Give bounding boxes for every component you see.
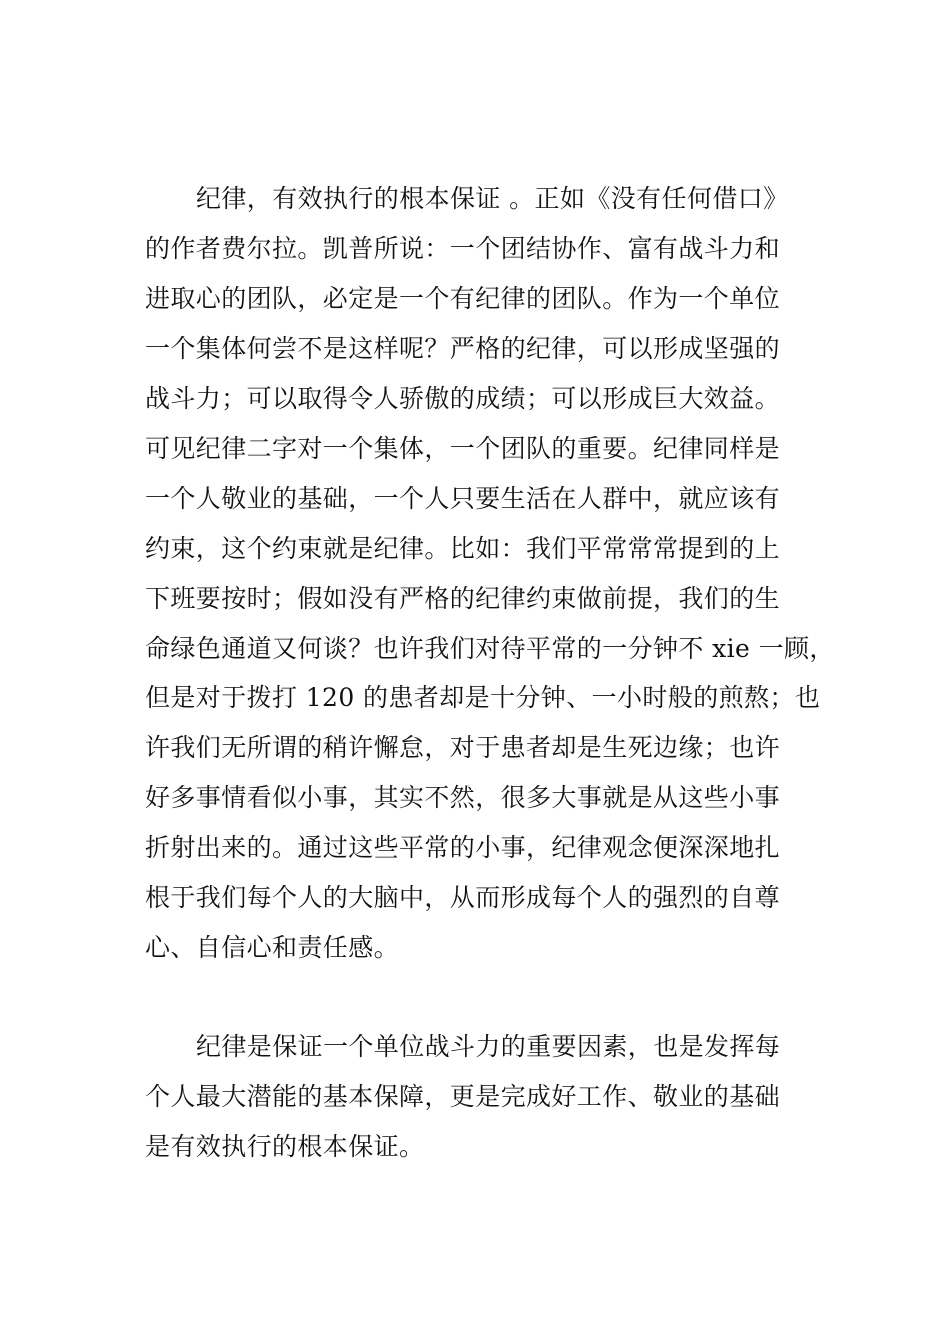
paragraph-line: 下班要按时；假如没有严格的纪律约束做前提，我们的生 bbox=[145, 584, 781, 613]
paragraph-line: 好多事情看似小事，其实不然，很多大事就是从这些小事 bbox=[145, 783, 781, 812]
paragraph-line: 一个人敬业的基础，一个人只要生活在人群中，就应该有 bbox=[145, 484, 781, 513]
paragraph-line: 命绿色通道又何谈？也许我们对待平常的一分钟不 xie 一顾， bbox=[145, 634, 835, 663]
paragraph-line: 一个集体何尝不是这样呢？严格的纪律，可以形成坚强的 bbox=[145, 334, 781, 363]
paragraph-line: 约束，这个约束就是纪律。比如：我们平常常常提到的上 bbox=[145, 534, 781, 563]
paragraph-line: 根于我们每个人的大脑中，从而形成每个人的强烈的自尊 bbox=[145, 883, 781, 912]
paragraph-line: 个人最大潜能的基本保障，更是完成好工作、敬业的基础 bbox=[145, 1082, 781, 1111]
paragraph-line: 战斗力；可以取得令人骄傲的成绩；可以形成巨大效益。 bbox=[145, 384, 781, 413]
paragraph-line: 的作者费尔拉。凯普所说：一个团结协作、富有战斗力和 bbox=[145, 234, 781, 263]
paragraph-line: 心、自信心和责任感。 bbox=[145, 933, 400, 962]
paragraph-line: 纪律是保证一个单位战斗力的重要因素，也是发挥每 bbox=[196, 1032, 781, 1061]
paragraph-line: 是有效执行的根本保证。 bbox=[145, 1132, 425, 1161]
paragraph-line: 但是对于拨打 120 的患者却是十分钟、一小时般的煎熬；也 bbox=[145, 683, 821, 712]
paragraph-line: 可见纪律二字对一个集体，一个团队的重要。纪律同样是 bbox=[145, 434, 781, 463]
paragraph-line: 进取心的团队，必定是一个有纪律的团队。作为一个单位 bbox=[145, 284, 781, 313]
paragraph-line: 纪律，有效执行的根本保证 。正如《没有任何借口》 bbox=[196, 184, 789, 213]
paragraph-line: 折射出来的。通过这些平常的小事，纪律观念便深深地扎 bbox=[145, 833, 781, 862]
paragraph-line: 许我们无所谓的稍许懈怠，对于患者却是生死边缘；也许 bbox=[145, 733, 781, 762]
